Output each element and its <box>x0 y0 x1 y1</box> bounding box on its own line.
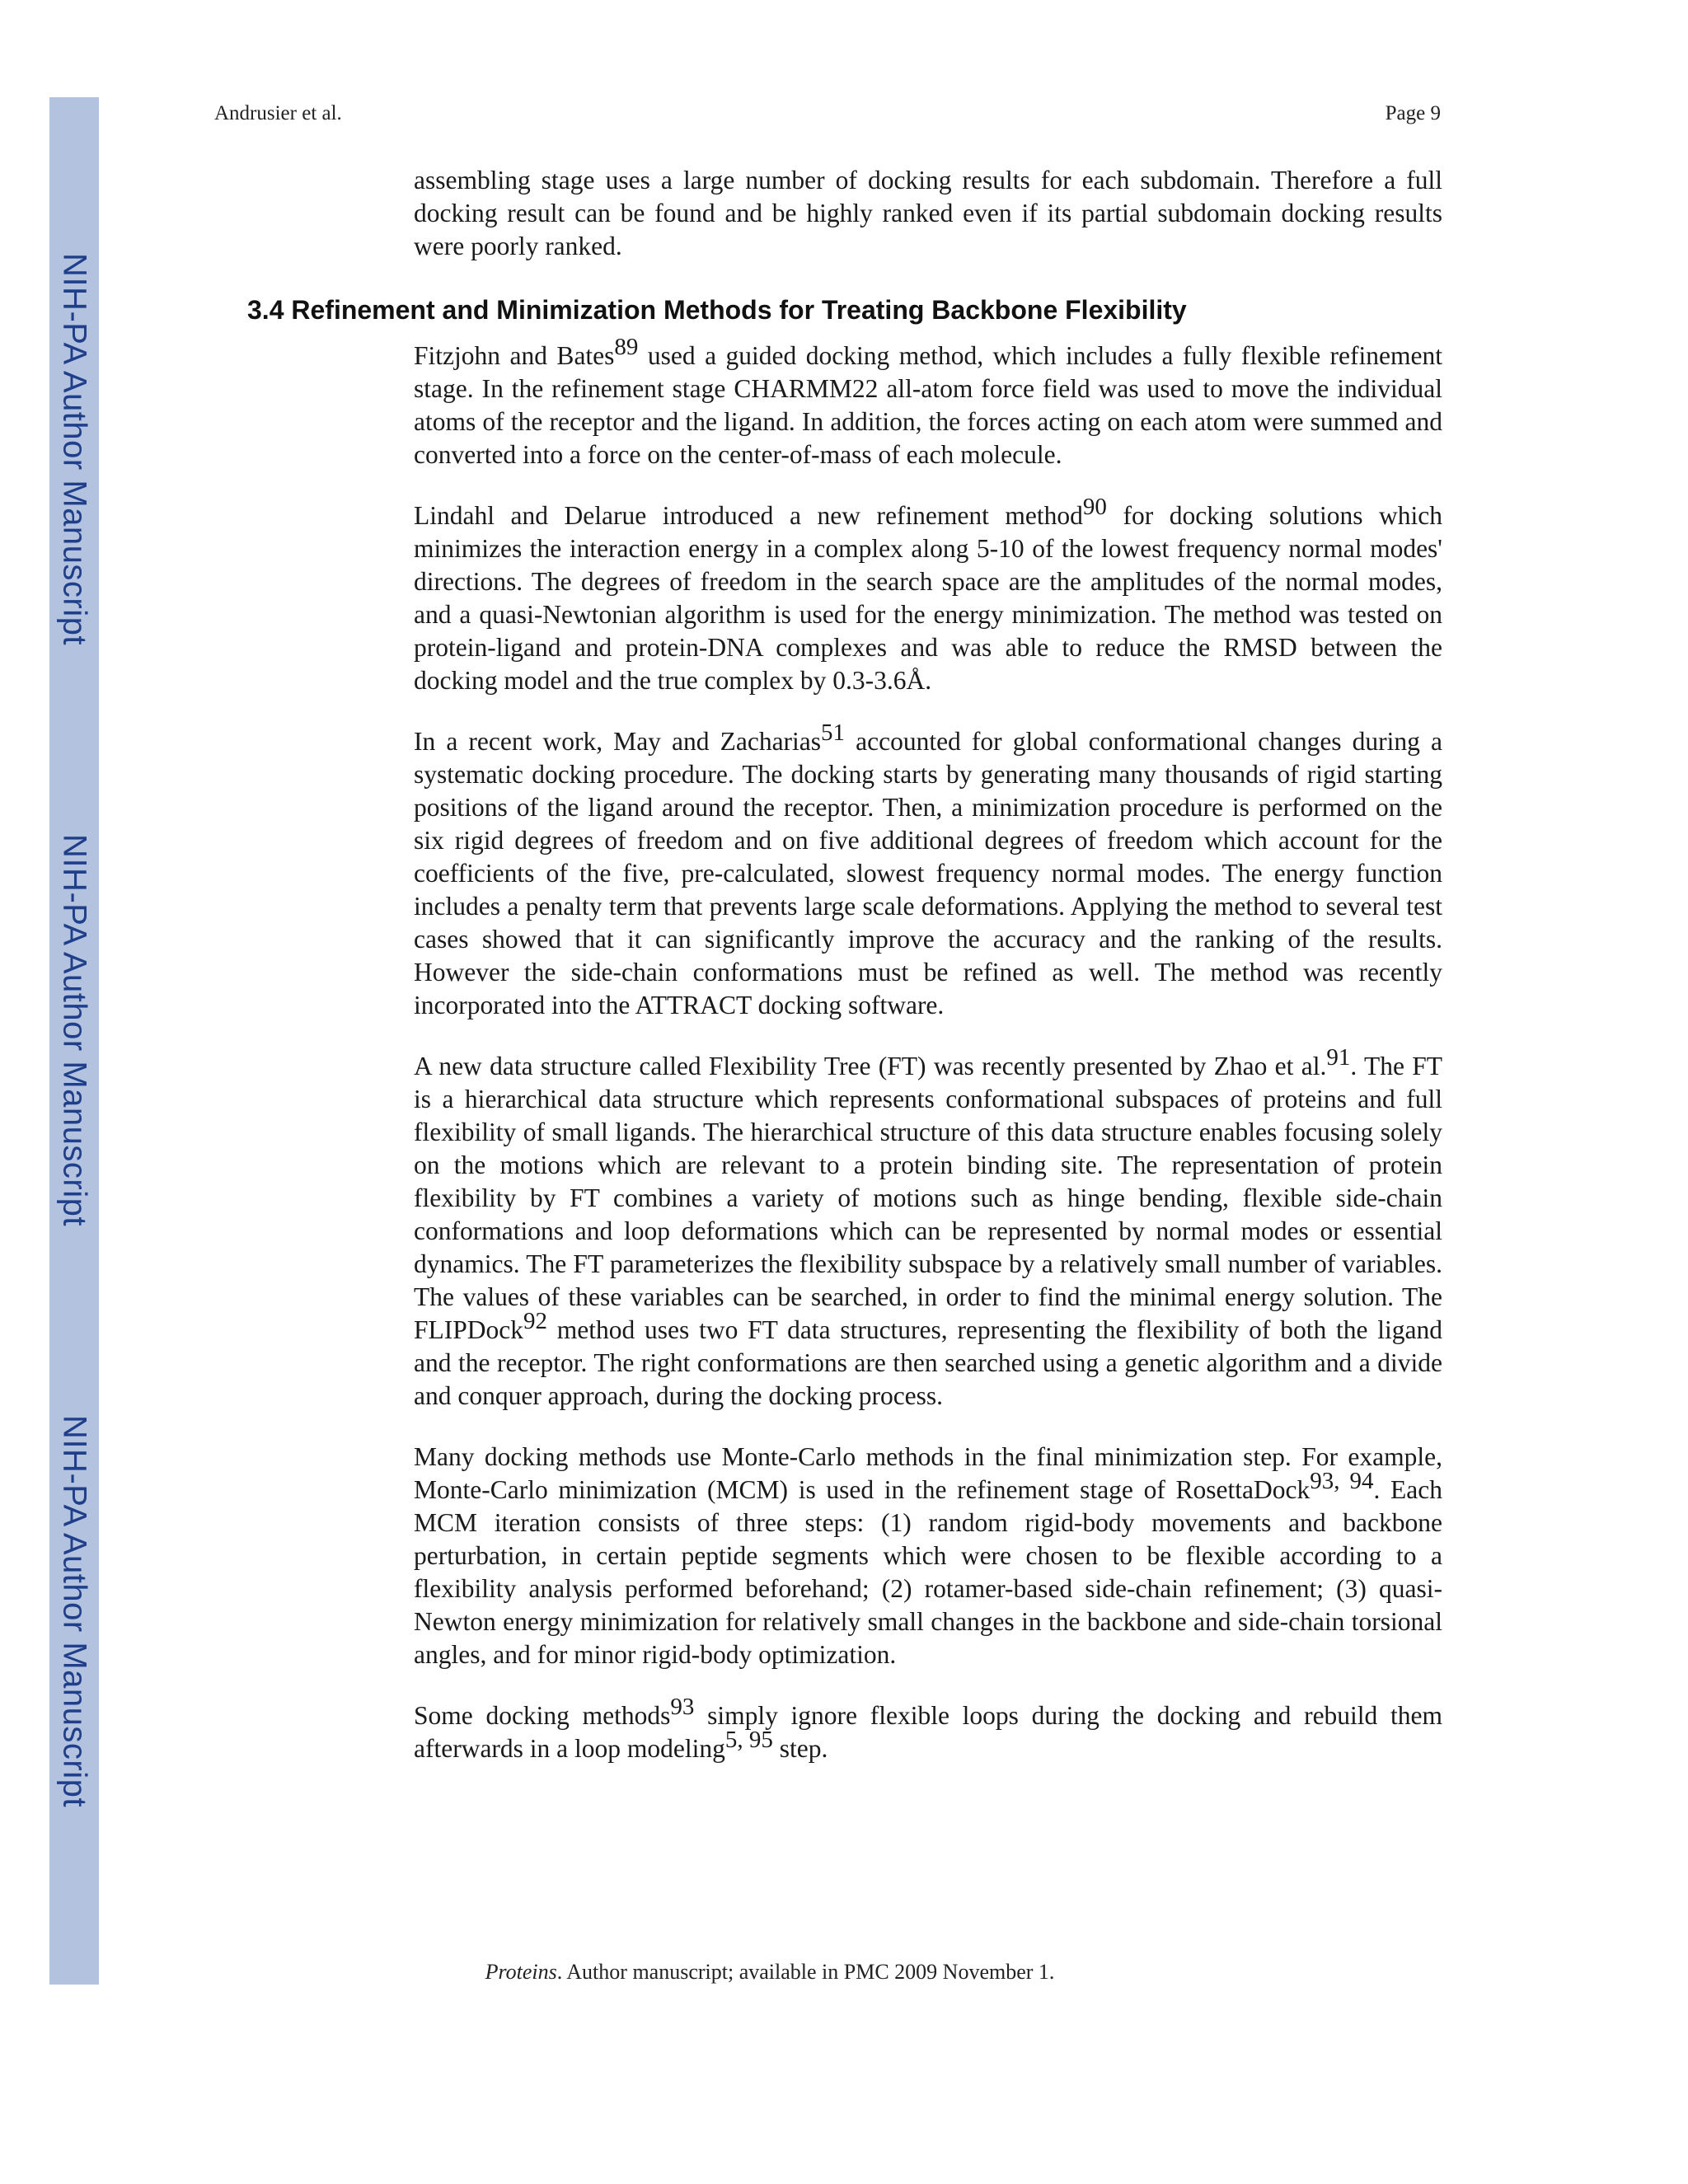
paragraph-lindahl-delarue: Lindahl and Delarue introduced a new refinement method$^{90}$ for docking solutions which minimizes the interaction energy in a complex along 5-10 of the lowest frequency normal modes' directions. The degrees of freedom in the search space are the amplitudes of the normal modes, and a quasi-Newtonian algorithm is used for the energy minimization. The method was tested on protein-ligand and protein-DNA complexes and was able to reduce the RMSD between the docking model and the true complex by 0.3-3.6Å. <box>414 494 1442 695</box>
running-head-page-number: Page 9 <box>1385 102 1441 124</box>
citation-ref: 92 <box>523 1308 547 1334</box>
citation-ref: 5, 95 <box>724 1727 773 1753</box>
footer-availability: . Author manuscript; available in PMC 2009 November 1. <box>556 1960 1055 1984</box>
section-body <box>414 334 1443 1793</box>
running-head-authors: Andrusier et al. <box>214 102 342 124</box>
section-heading: 3.4 Refinement and Minimization Methods for Treating Backbone Flexibility <box>247 295 1187 325</box>
citation-ref: 93 <box>670 1694 695 1720</box>
citation-ref: 89 <box>614 334 639 360</box>
citation-ref: 93, 94 <box>1310 1468 1374 1494</box>
citation-ref: 91 <box>1326 1044 1351 1071</box>
paragraph-loop-modeling: Some docking methods$^{93}$ simply ignore flexible loops during the docking and rebuild them afterwards in a loop modeling$^{5, 95}$ step. <box>414 1694 1442 1763</box>
page-footer <box>0 1960 1540 1985</box>
paragraph-may-zacharias: In a recent work, May and Zacharias$^{51}$ accounted for global conformational changes during a systematic docking procedure. The docking starts by generating many thousands of rigid starting positions of the ligand around the receptor. Then, a minimization procedure is performed on the six rigid degrees of freedom and on five additional degrees of freedom which account for the coefficients of the five, pre-calculated, slowest frequency normal modes. The energy function includes a penalty term that prevents large scale deformations. Applying the method to several test cases showed that it can significantly improve the accuracy and the ranking of the results. However the side-chain conformations must be refined as well. The method was recently incorporated into the ATTRACT docking software. <box>414 719 1443 1019</box>
paragraph-flexibility-tree: A new data structure called Flexibility Tree (FT) was recently presented by Zhao et al.$^{91}$. The FT is a hierarchical data structure which represents conformational subspaces of proteins and full flexibility of small ligands. The hierarchical structure of this data structure enables focusing solely on the motions which are relevant to a protein binding site. The representation of protein flexibility by FT combines a variety of motions such as hinge bending, flexible side-chain conformations and loop deformations which can be represented by normal modes or essential dynamics. The FT parameterizes the flexibility subspace by a relatively small number of variables. The values of these variables can be searched, in order to find the minimal energy solution. The FLIPDock$^{92}$ method uses two FT data structures, representing the flexibility of both the ligand and the receptor. The right conformations are then searched using a genetic algorithm and a divide and conquer approach, during the docking process. <box>414 1044 1442 1410</box>
paragraph-fitzjohn-bates: Fitzjohn and Bates$^{89}$ used a guided docking method, which includes a fully flexible refinement stage. In the refinement stage CHARMM22 all-atom force field was used to move the individual atoms of the receptor and the ligand. In addition, the forces acting on each atom were summed and converted into a force on the center-of-mass of each molecule. <box>414 334 1442 469</box>
citation-ref: 51 <box>821 719 846 746</box>
continuation-paragraph: assembling stage uses a large number of docking results for each subdomain. Therefore a full docking result can be found and be highly ranked even if its partial subdomain docking results were poorly ranked. <box>414 166 1442 260</box>
continuation-paragraph-block <box>414 164 1442 291</box>
citation-ref: 90 <box>1082 494 1107 520</box>
paragraph-monte-carlo: Many docking methods use Monte-Carlo methods in the final minimization step. For example, Monte-Carlo minimization (MCM) is used in the refinement stage of RosettaDock$^{93, 94}$. Each MCM iteration consists of three steps: (1) random rigid-body movements and backbone perturbation, in certain peptide segments which were chosen to be flexible according to a flexibility analysis performed beforehand; (2) rotamer-based side-chain refinement; (3) quasi-Newton energy minimization for relatively small changes in the backbone and side-chain torsional angles, and for minor rigid-body optimization. <box>414 1442 1442 1669</box>
journal-name: Proteins <box>485 1960 557 1984</box>
